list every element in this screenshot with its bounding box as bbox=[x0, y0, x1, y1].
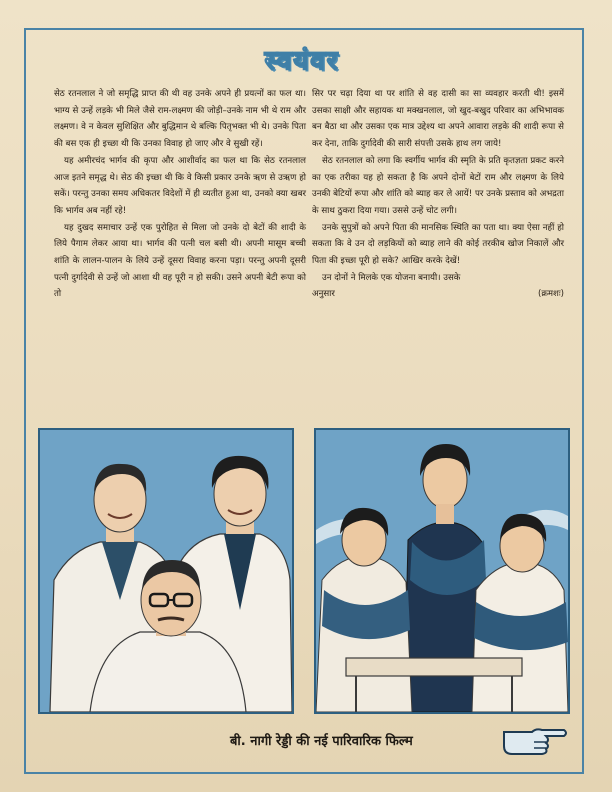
paragraph: सिर पर चढ़ा दिया था पर शांति से वह दासी का सा व्यवहार करती थी! इसमें उसका साक्षी और सहायक था मक्खनलाल, जो खुद-बखुद परिवार का अभिभावक बन बैठा था और उसका एक मात्र उद्देश्य था अपने आवारा लड़के की शादी रूपा से कर देना, ताकि दुर्गादेवी की सारी संपत्ती उसके हाथ लग जाये! bbox=[312, 89, 564, 150]
left-text-column bbox=[54, 86, 306, 303]
paragraph: सेठ रतनलाल ने जो समृद्धि प्राप्त की थी वह उनके अपने ही प्रयत्नों का फल था। भाग्य से उन्हें लड़के भी मिले जैसे राम-लक्ष्मण की जोड़ी–उनके नाम भी थे राम और लक्ष्मण। वे न केवल सुशिक्षित और बुद्धिमान थे बल्कि पितृभक्त भी थे। उनके पिता की बस एक ही इच्छा थी कि उनका विवाह हो जाए और वे सुखी रहें। bbox=[54, 89, 306, 150]
paragraph: यह अमीरचंद भार्गव की कृपा और आशीर्वाद का फल था कि सेठ रतनलाल आज इतने समृद्ध थे। सेठ की इच्छा थी कि वे किसी प्रकार उनके ऋण से उऋण हो सकें। परन्तु उनका समय अधिकतर विदेशों में ही व्यतीत हुआ था, उनको क्या खबर कि भार्गव अब नहीं रहे! bbox=[54, 155, 306, 216]
illustration-three-women bbox=[314, 428, 570, 714]
women-illustration bbox=[316, 430, 568, 712]
paragraph: सेठ रतनलाल को लगा कि स्वर्गीय भार्गव की स्मृति के प्रति कृतज्ञता प्रकट करने का एक तरीका यह हो सकता है कि अपने दोनों बेटों राम और लक्ष्मण के लिये उनकी बेटियों रूपा और शांति को ब्याह कर ले आयें! पर उनके प्रस्ताव को अभद्रता के साथ ठुकरा दिया गया। उससे उन्हें चोट लगी। bbox=[312, 155, 564, 216]
paragraph: उन दोनों ने मिलके एक योजना बनायी। उसके bbox=[322, 272, 461, 283]
men-illustration bbox=[40, 430, 292, 712]
illustration-three-men bbox=[38, 428, 294, 714]
closing-line bbox=[312, 286, 564, 303]
right-text-column bbox=[312, 86, 564, 303]
title-banner bbox=[196, 44, 408, 74]
closing-word: अनुसार bbox=[312, 289, 335, 300]
continued-marker: (क्रमशः) bbox=[537, 289, 564, 300]
paragraph: उनके सुपुत्रों को अपने पिता की मानसिक स्थिति का पता था। क्या ऐसा नहीं हो सकता कि वे उन दो लड़कियों को ब्याह लाने की कोई तरकीब खोज निकालें और पिता की इच्छा पूरी हो सके? आखिर करके देखें! bbox=[312, 222, 564, 267]
paragraph: यह दुखद समाचार उन्हें एक पुरोहित से मिला जो उनके दो बेटों की शादी के लिये पैगाम लेकर आया था। भार्गव की पत्नी चल बसी थी। अपनी मासूम बच्ची शांति के लालन-पालन के लिये उन्हें दूसरा विवाह करना पड़ा। परन्तु अपनी दूसरी पत्नी दुर्गादेवी से उन्हें जो आशा थी वह पूरी न हो सकी। उसने अपनी बेटी रूपा को तो bbox=[54, 222, 306, 300]
page-title: स्वयंवर bbox=[264, 46, 340, 76]
pointing-hand-icon bbox=[502, 722, 568, 756]
film-credit: बी. नागी रेड्डी की नई पारिवारिक फिल्म bbox=[230, 734, 413, 749]
